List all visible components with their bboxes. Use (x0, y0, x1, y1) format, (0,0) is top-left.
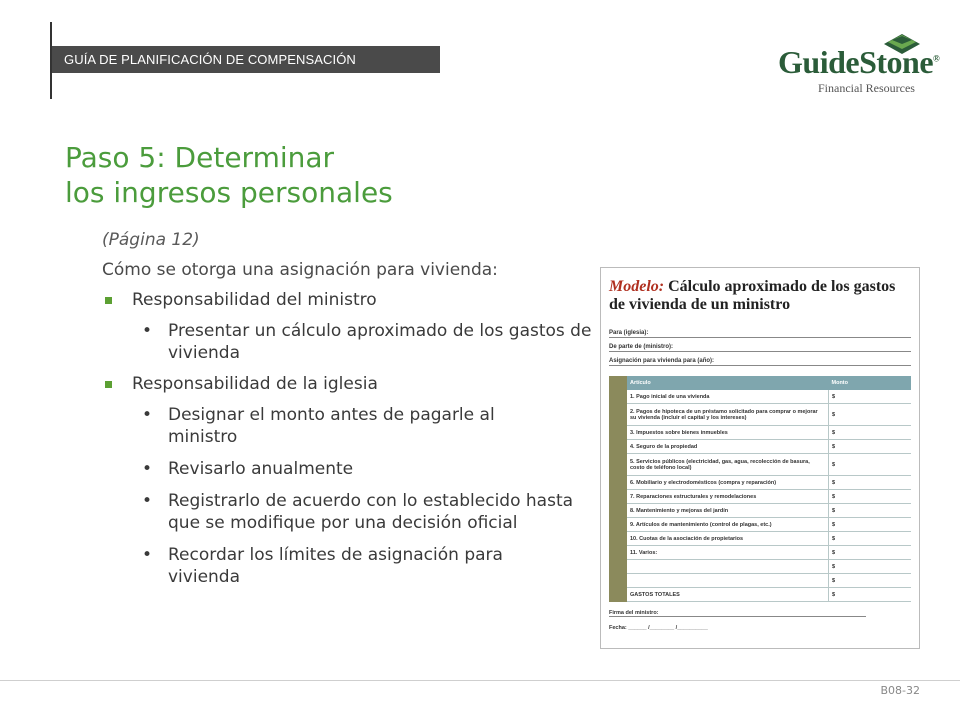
page-title-line2: los ingresos personales (65, 176, 393, 209)
bullet-icon: • (142, 545, 153, 565)
guidestone-logo (778, 30, 940, 100)
table-row: 6. Mobiliario y electrodomésticos (compra y reparación) $ (609, 476, 911, 490)
section-label: Responsabilidad de la iglesia (132, 374, 378, 394)
page-title (65, 140, 393, 210)
footer-divider (0, 680, 960, 681)
page-reference: (Página 12) (102, 230, 200, 250)
table-row: 9. Artículos de mantenimiento (control de plagas, etc.) $ (609, 518, 911, 532)
col-item: Artículo (627, 376, 829, 390)
main-content (102, 230, 592, 598)
table-row: 2. Pagos de hipoteca de un préstamo solicitado para comprar o mejorar su vivienda (incluir el capital y los intereses) $ (609, 404, 911, 426)
table-row: 8. Mantenimiento y mejoras del jardín $ (609, 504, 911, 518)
table-row: $ (609, 560, 911, 574)
bullet-icon: • (142, 491, 153, 511)
table-row: 11. Varios: $ (609, 546, 911, 560)
form-field: De parte de (ministro): (609, 344, 911, 352)
form-signature: Firma del ministro: (609, 610, 866, 617)
form-table (609, 376, 911, 602)
table-row: 4. Seguro de la propiedad $ (609, 440, 911, 454)
list-item: • Registrarlo de acuerdo con lo establecido hasta que se modifique por una decisión oficial (142, 491, 574, 533)
logo-subtitle: Financial Resources (818, 81, 915, 95)
section-minister (102, 290, 592, 310)
page-number: B08-32 (880, 684, 920, 697)
section-label: Responsabilidad del ministro (132, 290, 377, 310)
form-field: Asignación para vivienda para (año): (609, 358, 911, 366)
table-row: 3. Impuestos sobre bienes inmuebles $ (609, 426, 911, 440)
header-band (52, 46, 440, 73)
list-item: • Designar el monto antes de pagarle al ministro (142, 405, 495, 447)
table-row: GASTOS TOTALES $ (609, 588, 911, 602)
col-amount: Monto (829, 376, 912, 390)
bullet-icon: • (142, 405, 153, 425)
table-row: 5. Servicios públicos (electricidad, gas, agua, recolección de basura, costo de teléfono local) $ (609, 454, 911, 476)
table-row: 10. Cuotas de la asociación de propietarios $ (609, 532, 911, 546)
housing-estimate-form-image (600, 267, 920, 649)
form-date: Fecha: ______ /________ /__________ (609, 625, 708, 631)
lead-text: Cómo se otorga una asignación para vivienda: (102, 260, 498, 280)
section-church (102, 374, 592, 394)
square-bullet-icon (105, 297, 112, 304)
square-bullet-icon (105, 381, 112, 388)
table-row: $ (609, 574, 911, 588)
bullet-icon: • (142, 321, 153, 341)
page-title-line1: Paso 5: Determinar (65, 141, 335, 174)
list-item: • Presentar un cálculo aproximado de los gastos de vivienda (142, 321, 592, 363)
table-row: 7. Reparaciones estructurales y remodelaciones $ (609, 490, 911, 504)
form-title: Modelo: Cálculo aproximado de los gastos de vivienda de un ministro (609, 278, 896, 313)
header-band-label: GUÍA DE PLANIFICACIÓN DE COMPENSACIÓN (64, 52, 356, 67)
form-field: Para (iglesia): (609, 330, 911, 338)
bullet-icon: • (142, 459, 153, 479)
list-item: • Revisarlo anualmente (142, 459, 354, 479)
table-row: 1. Pago inicial de una vivienda $ (609, 390, 911, 404)
list-item: • Recordar los límites de asignación para vivienda (142, 545, 503, 587)
logo-wordmark: GuideStone® (778, 44, 940, 80)
